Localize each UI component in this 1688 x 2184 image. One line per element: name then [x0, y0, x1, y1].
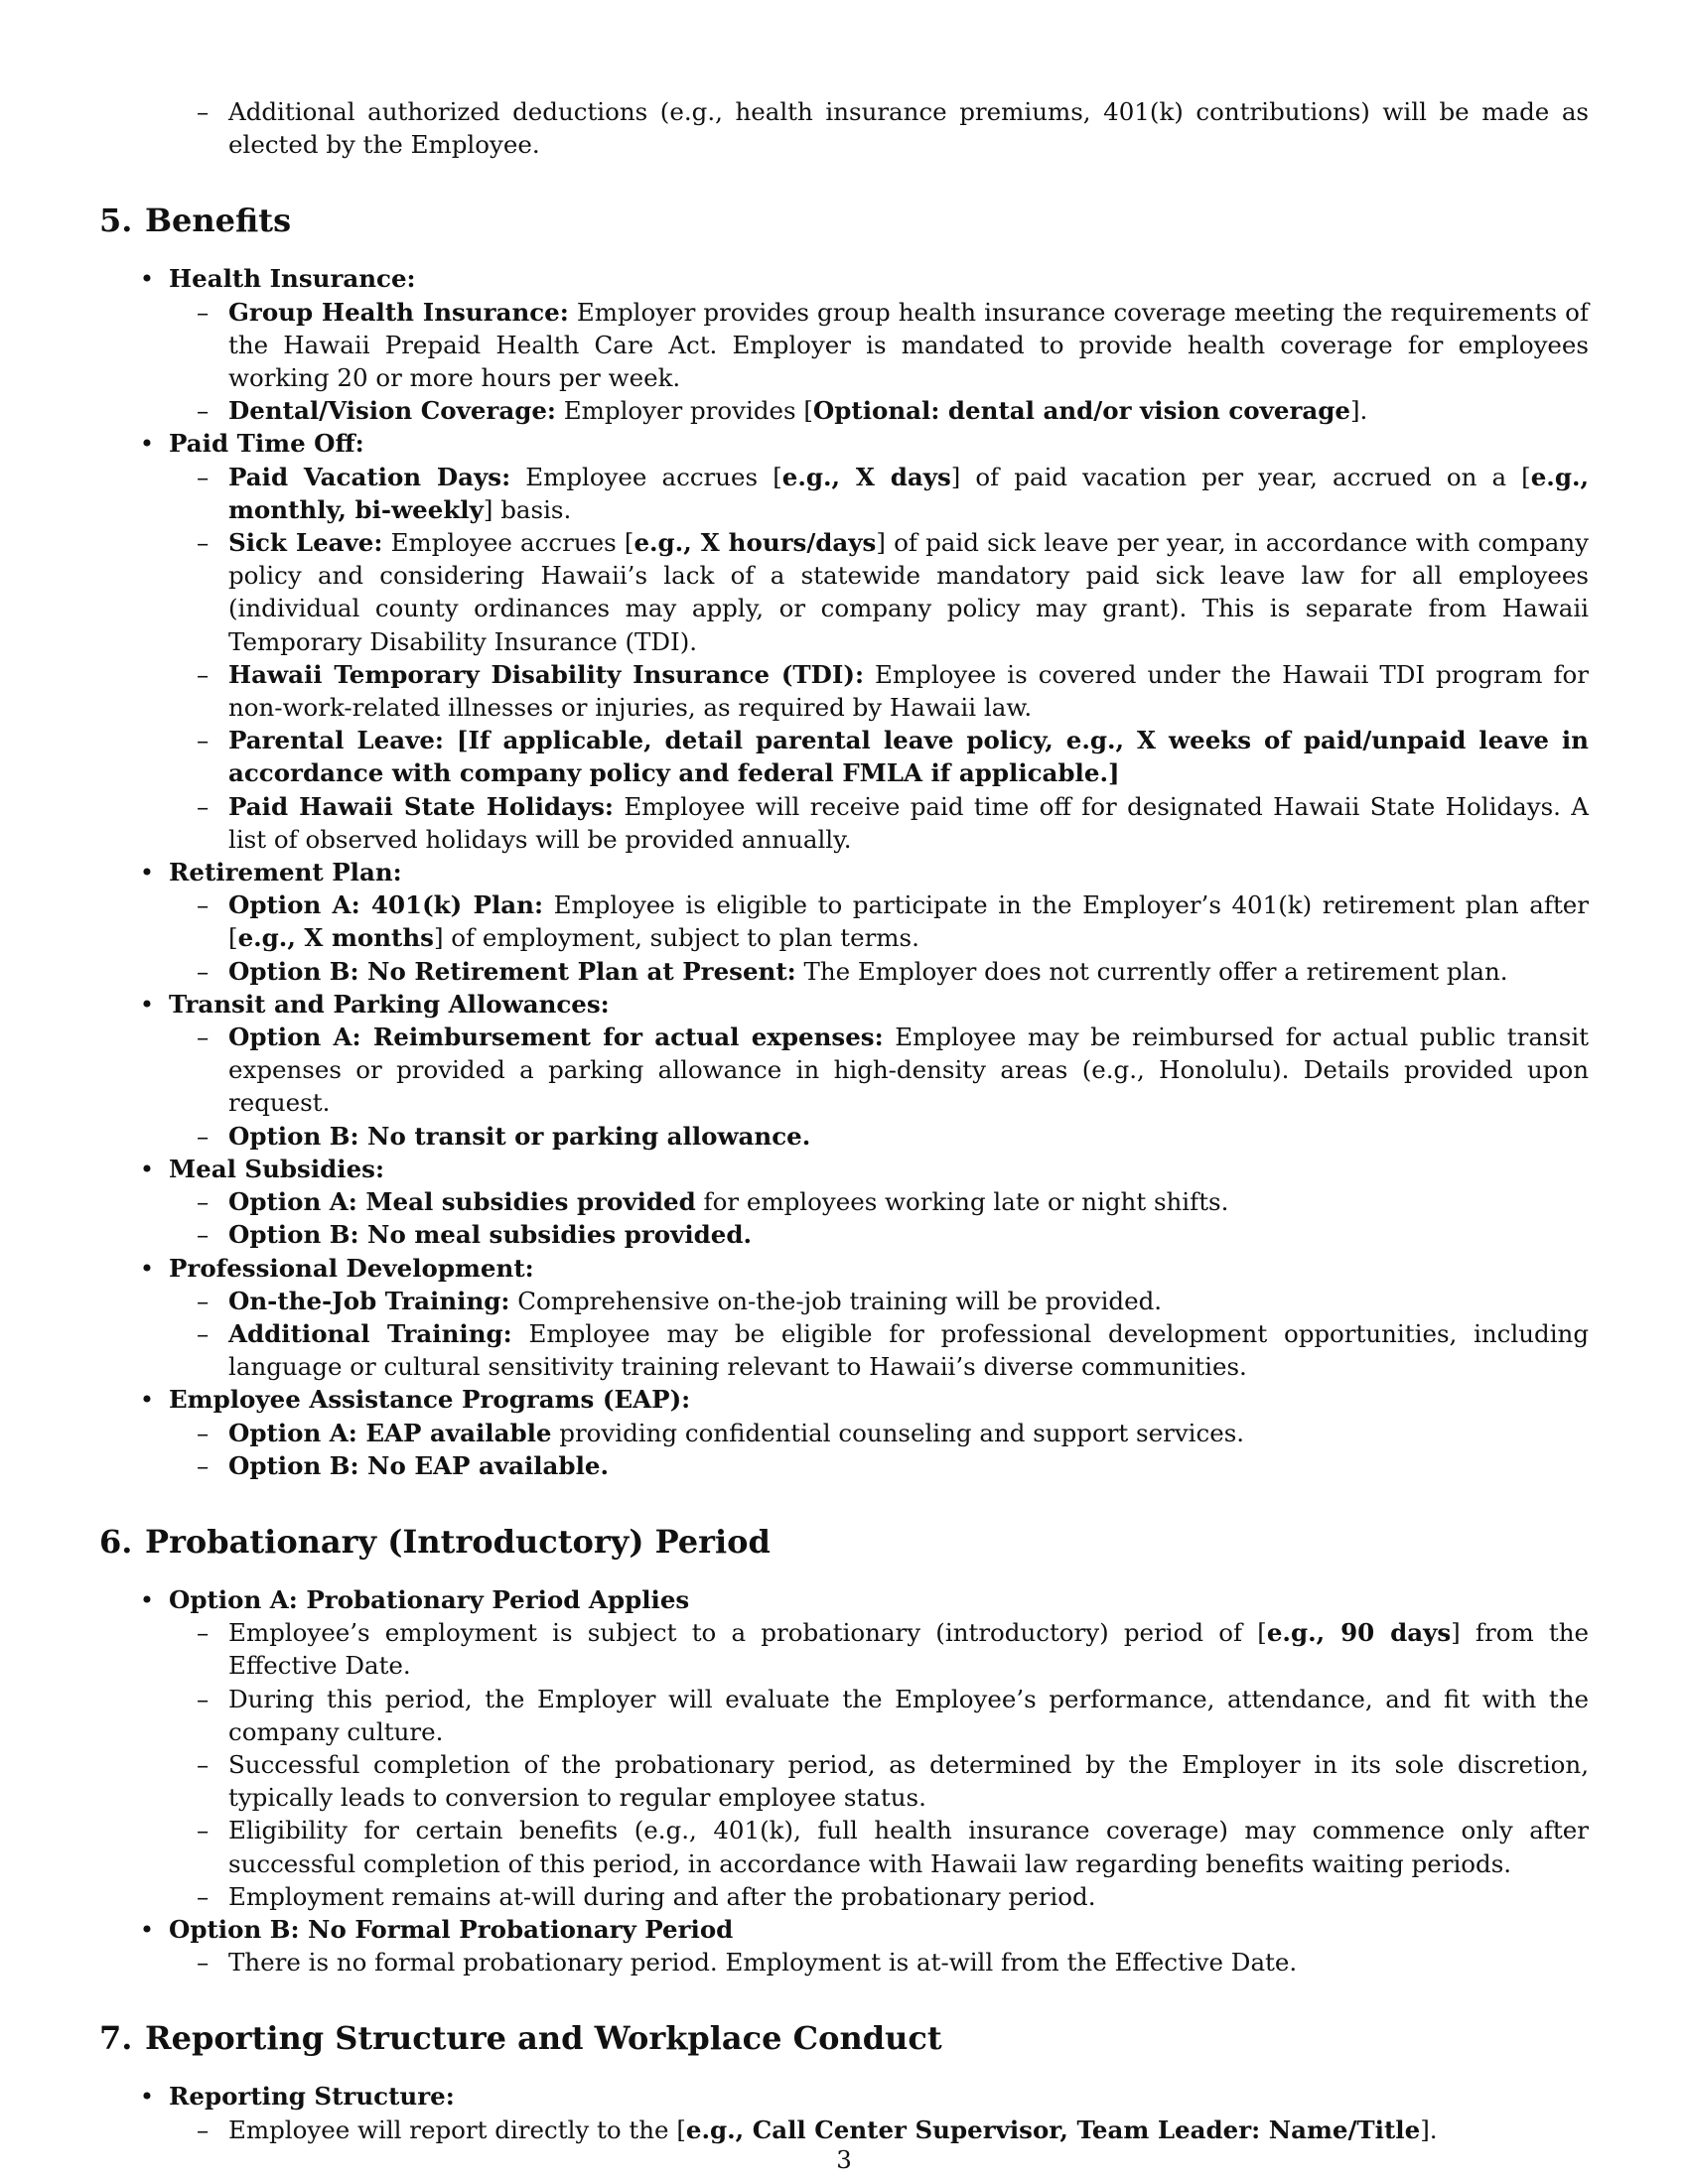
bold-text: e.g., Call Center Supervisor, Team Leader: Name/Title — [685, 2115, 1421, 2144]
page-number: 3 — [836, 2145, 852, 2174]
list-subitem — [197, 95, 1589, 161]
bold-text: e.g., X days — [781, 462, 951, 491]
item-label: Employee Assistance Programs (EAP): — [169, 1385, 691, 1415]
list-subitem — [197, 888, 1589, 954]
body-text: Employee is covered under the Hawaii TDI program for non-work-related illnesses or injuries, as required by Hawaii law. — [228, 659, 1589, 723]
body-text: Successful completion of the probationary period, as determined by the Employer in its sole discretion, typically leads to conversion to regular employee status. — [228, 1749, 1589, 1813]
bullet-marker: • — [139, 1253, 155, 1283]
bullet-marker: • — [139, 989, 155, 1019]
list-item — [139, 1913, 1589, 1979]
list-subitem — [197, 394, 1589, 427]
section-title: Probationary (Introductory) Period — [145, 1522, 771, 1561]
list-item — [139, 1383, 1589, 1482]
sub-list — [169, 1021, 1589, 1153]
dash-marker: – — [197, 659, 210, 689]
list-subitem — [197, 461, 1590, 526]
list-item — [139, 1153, 1589, 1252]
list-subitem — [197, 1946, 1589, 1979]
bold-text: Additional Training: — [228, 1318, 512, 1348]
sub-list — [169, 1417, 1589, 1482]
dash-marker: – — [197, 1684, 210, 1713]
section-heading — [99, 1522, 1589, 1562]
body-text: Employee is eligible to participate in the Employer’s 401(k) retirement plan after [ — [228, 890, 1589, 953]
dash-marker: – — [197, 297, 210, 327]
bold-text: Sick Leave: — [228, 528, 383, 558]
body-text: Comprehensive on-the-job training will be provided. — [509, 1286, 1163, 1315]
bold-text: Paid Hawaii State Holidays: — [228, 791, 614, 821]
bold-text: Optional: dental and/or vision coverage — [812, 396, 1350, 426]
dash-marker: – — [197, 1881, 210, 1911]
page-content — [99, 95, 1589, 2146]
body-text: Employee accrues [ — [510, 462, 782, 491]
bold-text: Paid Vacation Days: — [228, 462, 511, 491]
item-label: Reporting Structure: — [169, 2082, 455, 2112]
bold-text: Option B: No transit or parking allowance. — [228, 1121, 811, 1151]
list-subitem — [197, 1120, 1589, 1153]
list-subitem — [197, 1616, 1590, 1682]
body-text: Employer provides [ — [555, 396, 813, 426]
bullet-marker: • — [139, 1914, 155, 1944]
section-list — [99, 262, 1589, 1482]
body-text: Employee may be eligible for professional development opportunities, including language or cultural sensitivity training relevant to Hawaii’s diverse communities. — [228, 1318, 1589, 1382]
body-text: Employer provides group health insurance coverage meeting the requirements of the Hawaii Prepaid Health Care Act. Employer is mandated to provide health coverage for employees working 20 or more hours per week. — [228, 297, 1590, 393]
dash-marker: – — [197, 726, 210, 755]
list-subitem — [197, 1449, 1589, 1482]
list-subitem — [197, 1748, 1589, 1814]
body-text: Employee may be reimbursed for actual public transit expenses or provided a parking allowance in high-density areas (e.g., Honolulu). Details provided upon request. — [228, 1023, 1590, 1118]
item-label: Professional Development: — [169, 1253, 534, 1283]
dash-marker: – — [197, 1187, 210, 1217]
dash-marker: – — [197, 956, 210, 986]
section-heading — [99, 2018, 1589, 2058]
sub-list — [169, 296, 1589, 428]
body-text: providing confidential counseling and support services. — [551, 1418, 1245, 1447]
list-item — [139, 262, 1590, 427]
dash-marker: – — [197, 1318, 210, 1348]
list-subitem — [197, 1285, 1589, 1317]
dash-marker: – — [197, 462, 210, 491]
dash-marker: – — [197, 1948, 210, 1978]
list-subitem — [197, 1021, 1590, 1120]
bullet-marker: • — [139, 429, 155, 459]
bullet-marker: • — [139, 858, 155, 887]
sections-container — [99, 201, 1589, 2145]
section-list — [99, 1583, 1589, 1979]
bullet-marker: • — [139, 2082, 155, 2112]
sub-list — [169, 461, 1589, 856]
dash-marker: – — [197, 1220, 210, 1250]
section-number: 7. — [99, 2019, 133, 2058]
section-title: Benefits — [145, 202, 292, 240]
bold-text: Hawaii Temporary Disability Insurance (TDI): — [228, 659, 864, 689]
subitem-text: Additional authorized deductions (e.g., health insurance premiums, 401(k) contributions) will be made as elected by the Employee. — [228, 97, 1589, 160]
bold-text: On-the-Job Training: — [228, 1286, 510, 1315]
list-subitem — [197, 1683, 1589, 1748]
bold-text: Dental/Vision Coverage: — [228, 396, 556, 426]
dash-marker: – — [197, 1286, 210, 1315]
item-label: Health Insurance: — [169, 264, 416, 294]
body-text: ] of paid vacation per year, accrued on a [ — [950, 462, 1531, 491]
list-subitem — [197, 955, 1589, 988]
list-subitem — [197, 296, 1590, 395]
list-subitem — [197, 1185, 1589, 1218]
list-subitem — [197, 526, 1589, 658]
list-subitem — [197, 1218, 1589, 1251]
body-text: There is no formal probationary period. Employment is at-will from the Effective Date. — [228, 1948, 1298, 1978]
list-subitem — [197, 1880, 1589, 1913]
list-subitem — [197, 790, 1589, 856]
list-item — [139, 427, 1590, 856]
section-title: Reporting Structure and Workplace Conduct — [145, 2019, 942, 2058]
bullet-marker: • — [139, 1154, 155, 1183]
body-text: During this period, the Employer will evaluate the Employee’s performance, attendance, and fit with the company culture. — [228, 1684, 1589, 1746]
body-text: Eligibility for certain benefits (e.g., 401(k), full health insurance coverage) may commence only after successful completion of this period, in accordance with Hawaii law regarding benefits waiting periods. — [228, 1816, 1589, 1878]
dash-marker: – — [197, 1749, 210, 1779]
bold-text: Option B: No Retirement Plan at Present: — [228, 956, 796, 986]
dash-marker: – — [197, 528, 210, 558]
sub-list — [169, 1616, 1589, 1913]
dash-marker: – — [197, 2115, 210, 2144]
bold-text: Option B: No EAP available. — [228, 1450, 609, 1480]
sub-list — [169, 1185, 1589, 1251]
list-subitem — [197, 724, 1589, 789]
bold-text: Option B: No meal subsidies provided. — [228, 1220, 753, 1250]
list-item — [139, 2080, 1589, 2145]
body-text: Employment remains at-will during and after the probationary period. — [228, 1881, 1096, 1911]
bold-text: Option A: EAP available — [228, 1418, 552, 1447]
item-label: Option B: No Formal Probationary Period — [169, 1914, 734, 1944]
sub-list — [169, 888, 1589, 988]
dash-marker: – — [197, 1023, 210, 1052]
section-number: 6. — [99, 1522, 133, 1561]
sub-list — [169, 2114, 1589, 2146]
list-subitem — [197, 1317, 1589, 1383]
body-text: ] of employment, subject to plan terms. — [433, 923, 919, 953]
body-text: ] from the Effective Date. — [228, 1618, 1590, 1681]
bold-text: e.g., X hours/days — [633, 528, 877, 558]
body-text: for employees working late or night shifts. — [695, 1187, 1229, 1217]
list-subitem — [197, 1814, 1589, 1879]
bullet-marker: • — [139, 1584, 155, 1614]
dash-marker: – — [197, 396, 210, 426]
bold-text: Group Health Insurance: — [228, 297, 569, 327]
dash-marker: – — [197, 791, 210, 821]
dash-marker: – — [197, 1121, 210, 1151]
bold-text: Parental Leave: [If applicable, detail parental leave policy, e.g., X weeks of paid/unpaid leave in accordance with company policy and federal FMLA if applicable.] — [228, 726, 1589, 788]
body-text: ] of paid sick leave per year, in accordance with company policy and considering Hawaii’s lack of a statewide mandatory paid sick leave law for all employees (individual county ordinances may apply, or company policy may grant). This is separate from Hawaii Temporary Disability Insurance (TDI). — [228, 528, 1589, 656]
body-text: Employee will receive paid time off for designated Hawaii State Holidays. A list of observed holidays will be provided annually. — [228, 791, 1589, 854]
bold-text: Option A: Meal subsidies provided — [228, 1187, 696, 1217]
list-subitem — [197, 1417, 1589, 1449]
body-text: ]. — [1349, 396, 1368, 426]
carryover-list — [99, 95, 1589, 161]
sub-list — [169, 1285, 1589, 1384]
dash-marker: – — [197, 1450, 210, 1480]
item-label: Option A: Probationary Period Applies — [169, 1584, 690, 1614]
dash-marker: – — [197, 1618, 210, 1648]
list-item — [139, 856, 1589, 988]
dash-marker: – — [197, 890, 210, 920]
item-label: Meal Subsidies: — [169, 1154, 385, 1183]
bold-text: Option A: Reimbursement for actual expenses: — [228, 1023, 884, 1052]
body-text: ] basis. — [483, 494, 572, 524]
bold-text: Option A: 401(k) Plan: — [228, 890, 543, 920]
item-label: Paid Time Off: — [169, 429, 364, 459]
list-item — [139, 988, 1590, 1153]
body-text: The Employer does not currently offer a retirement plan. — [795, 956, 1508, 986]
bold-text: e.g., 90 days — [1266, 1618, 1452, 1648]
item-label: Retirement Plan: — [169, 858, 402, 887]
section-heading — [99, 201, 1589, 240]
dash-marker: – — [197, 1418, 210, 1447]
list-subitem — [197, 658, 1589, 724]
section-list — [99, 2080, 1589, 2145]
item-label: Transit and Parking Allowances: — [169, 989, 610, 1019]
list-subitem — [197, 2114, 1589, 2146]
list-item — [139, 1252, 1589, 1384]
body-text: ]. — [1420, 2115, 1438, 2144]
body-text: Employee will report directly to the [ — [228, 2115, 686, 2144]
bullet-marker: • — [139, 1385, 155, 1415]
body-text: Employee accrues [ — [382, 528, 634, 558]
bold-text: e.g., monthly, bi-weekly — [228, 462, 1590, 524]
dash-marker: – — [197, 97, 210, 126]
bold-text: e.g., X months — [237, 923, 434, 953]
dash-marker: – — [197, 1816, 210, 1845]
bullet-marker: • — [139, 264, 155, 294]
body-text: Employee’s employment is subject to a probationary (introductory) period of [ — [228, 1618, 1267, 1648]
list-item — [139, 1583, 1590, 1913]
section-number: 5. — [99, 202, 133, 240]
sub-list — [169, 1946, 1589, 1979]
